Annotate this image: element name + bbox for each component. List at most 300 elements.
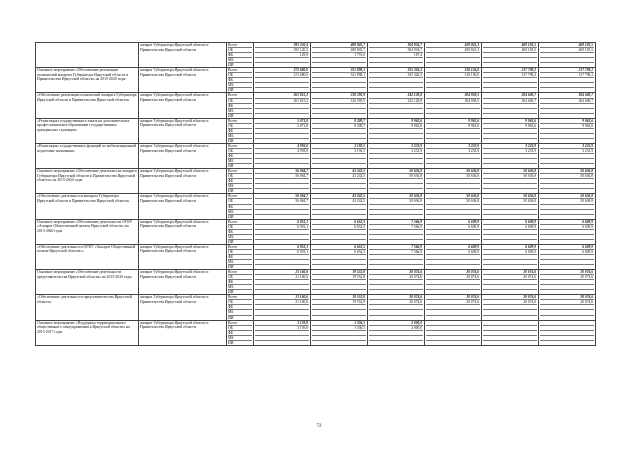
year-amount-column — [425, 43, 482, 68]
total-amount: 9 963,6 — [525, 118, 536, 123]
amount-value: 304 600,7 — [540, 98, 594, 103]
total-amount: 355 326,3 — [407, 68, 422, 73]
total-amount: 3 192,5 — [354, 143, 365, 148]
funding-source-column — [227, 295, 254, 320]
measure-name: «Реализация государственного заказа на дополнительное профессиональное образование государственных гражданских служащих» — [36, 118, 139, 143]
funding-source-label: ИИ — [228, 188, 252, 193]
funding-source-label: ИИ — [228, 264, 252, 269]
amount-value — [312, 289, 366, 294]
amount-value — [369, 188, 423, 193]
amount-value — [255, 289, 309, 294]
amount-value: 3 192,5 — [312, 148, 366, 153]
funding-source-label: МБ — [228, 335, 252, 340]
table-row — [36, 244, 596, 269]
amount-value: 6 652,5 — [312, 249, 366, 254]
amount-value — [426, 138, 480, 143]
executor-name: аппарат Губернатора Иркутской области и Правительства Иркутской области — [139, 169, 227, 194]
funding-source-column — [227, 118, 254, 143]
amount-value — [426, 340, 480, 345]
amount-value: 6 609,9 — [540, 224, 594, 229]
measure-name: Основное мероприятие «Поддержка территориального общественного самоуправления в Иркутской области» на 2015-2017 годы — [36, 320, 139, 345]
amount-value: 1 791,6 — [312, 52, 366, 57]
total-amount: 20 074,6 — [523, 270, 536, 275]
amount-value — [255, 62, 309, 67]
amount-value — [540, 62, 594, 67]
amount-value — [483, 62, 537, 67]
amount-value: 187,4 — [369, 52, 423, 57]
funding-source-label: МБ — [228, 133, 252, 138]
amount-value: 3 233,9 — [426, 148, 480, 153]
amount-value: 9 963,6 — [369, 123, 423, 128]
amount-value: 21 160,6 — [255, 274, 309, 279]
year-amount-column — [539, 43, 596, 68]
funding-source-label: ОБ — [228, 123, 252, 128]
year-amount-column — [482, 143, 539, 168]
measure-name — [36, 43, 139, 68]
total-amount: 318 156,0 — [464, 68, 479, 73]
amount-value — [369, 113, 423, 118]
total-amount: 21 160,6 — [295, 270, 308, 275]
amount-value: 56 064,7 — [255, 198, 309, 203]
amount-value — [540, 188, 594, 193]
amount-value — [483, 239, 537, 244]
amount-value: 6 609,9 — [483, 249, 537, 254]
funding-source-label: ИИ — [228, 315, 252, 320]
funding-source-label: МБ — [228, 57, 252, 62]
amount-value: 321 898,1 — [312, 72, 366, 77]
year-amount-column — [311, 93, 368, 118]
amount-value — [483, 188, 537, 193]
year-amount-column — [368, 194, 425, 219]
amount-value: 469 183,5 — [483, 47, 537, 52]
amount-value — [540, 289, 594, 294]
amount-value: 5 871,8 — [255, 123, 309, 128]
year-amount-column — [311, 194, 368, 219]
total-amount: 7 566,9 — [411, 219, 422, 224]
table-row — [36, 93, 596, 118]
amount-value: 310 395,9 — [312, 98, 366, 103]
funding-source-label: ФБ — [228, 279, 252, 284]
year-amount-column — [482, 219, 539, 244]
funding-source-label: Всего — [228, 320, 238, 325]
amount-value: 20 074,6 — [540, 299, 594, 304]
amount-value: 6 609,9 — [426, 224, 480, 229]
total-amount: 3 159,8 — [297, 320, 308, 325]
year-amount-column — [368, 143, 425, 168]
total-amount: 20 074,6 — [466, 295, 479, 300]
amount-value: 50 636,8 — [540, 198, 594, 203]
executor-name: аппарат Губернатора Иркутской области и Правительства Иркутской области — [139, 194, 227, 219]
funding-source-label: ФБ — [228, 229, 252, 234]
amount-value — [255, 315, 309, 320]
total-amount: 50 636,8 — [409, 194, 422, 199]
funding-source-label: МБ — [228, 209, 252, 214]
amount-value — [312, 340, 366, 345]
year-amount-column — [539, 169, 596, 194]
total-amount: 50 636,8 — [523, 194, 536, 199]
amount-value — [369, 289, 423, 294]
total-amount: 304 958,5 — [464, 93, 479, 98]
amount-value — [312, 163, 366, 168]
total-amount: 342 128,8 — [407, 93, 422, 98]
amount-value — [312, 239, 366, 244]
total-amount: 8 309,7 — [354, 118, 365, 123]
amount-value: 317 798,2 — [540, 72, 594, 77]
amount-value — [540, 340, 594, 345]
total-amount: 3 233,9 — [468, 143, 479, 148]
funding-source-label: Всего — [228, 194, 238, 199]
year-amount-column — [425, 320, 482, 345]
year-amount-column — [254, 43, 311, 68]
year-amount-column — [311, 43, 368, 68]
total-amount: 6 953,1 — [297, 244, 308, 249]
amount-value — [312, 113, 366, 118]
year-amount-column — [482, 43, 539, 68]
amount-value — [426, 188, 480, 193]
amount-value — [540, 239, 594, 244]
amount-value: 20 074,6 — [483, 274, 537, 279]
year-amount-column — [539, 68, 596, 93]
amount-value: 3 233,9 — [483, 148, 537, 153]
total-amount: 4 993,0 — [297, 143, 308, 148]
amount-value: 9 963,6 — [483, 123, 537, 128]
executor-name: аппарат Губернатора Иркутской области и Правительства Иркутской области — [139, 219, 227, 244]
amount-value: 261 815,2 — [255, 98, 309, 103]
table-row — [36, 194, 596, 219]
year-amount-column — [539, 295, 596, 320]
year-amount-column — [482, 68, 539, 93]
total-amount: 50 636,8 — [523, 169, 536, 174]
year-amount-column — [539, 219, 596, 244]
total-amount: 272 680,0 — [293, 68, 308, 73]
funding-source-column — [227, 194, 254, 219]
total-amount: 20 074,6 — [580, 295, 593, 300]
funding-source-label: ОБ — [228, 249, 252, 254]
year-amount-column — [539, 118, 596, 143]
year-amount-column — [254, 244, 311, 269]
year-amount-column — [368, 169, 425, 194]
measure-name: Основное мероприятие «Обеспечение деятельности аппарата Губернатора Иркутской области и Правительства Иркутской области» на 2015-2020 годы — [36, 169, 139, 194]
amount-value — [369, 138, 423, 143]
executor-name: аппарат Губернатора Иркутской области и Правительства Иркутской области — [139, 93, 227, 118]
funding-source-label: ОБ — [228, 198, 252, 203]
amount-value — [312, 264, 366, 269]
amount-value — [426, 239, 480, 244]
measure-name: «Обеспечение реализации полномочий аппарата Губернатора Иркутской области и Правительства Иркутской области» — [36, 93, 139, 118]
funding-source-label: МБ — [228, 234, 252, 239]
funding-source-label: ИИ — [228, 340, 252, 345]
funding-source-label: Всего — [228, 68, 238, 73]
amount-value: 9 963,6 — [426, 123, 480, 128]
amount-value — [483, 138, 537, 143]
funding-source-label: МБ — [228, 259, 252, 264]
total-amount: 469 183,5 — [521, 43, 536, 47]
year-amount-column — [425, 169, 482, 194]
amount-value: 469 183,5 — [540, 47, 594, 52]
funding-source-label: ФБ — [228, 153, 252, 158]
year-amount-column — [368, 244, 425, 269]
executor-name: аппарат Губернатора Иркутской области и Правительства Иркутской области — [139, 244, 227, 269]
total-amount: 9 963,6 — [411, 118, 422, 123]
amount-value — [255, 264, 309, 269]
measure-name: Основное мероприятие «Обеспечение деятельности ОГКУ «Аппарат Общественной палаты Иркутской области» на 2015-2020 годы — [36, 219, 139, 244]
amount-value: 19 552,8 — [312, 274, 366, 279]
amount-value — [369, 62, 423, 67]
funding-source-label: Всего — [228, 93, 238, 98]
total-amount: 56 064,7 — [295, 169, 308, 174]
funding-source-label: Всего — [228, 118, 238, 123]
funding-source-label: ИИ — [228, 138, 252, 143]
amount-value — [255, 138, 309, 143]
funding-source-label: ОБ — [228, 224, 252, 229]
total-amount: 20 074,6 — [409, 295, 422, 300]
amount-value: 9 963,6 — [540, 123, 594, 128]
amount-value — [483, 163, 537, 168]
amount-value: 6 652,5 — [312, 224, 366, 229]
amount-value — [255, 163, 309, 168]
funding-source-label: ИИ — [228, 214, 252, 219]
total-amount: 50 636,8 — [580, 169, 593, 174]
funding-source-label: Всего — [228, 270, 238, 275]
year-amount-column — [539, 320, 596, 345]
executor-name: аппарат Губернатора Иркутской области и Правительства Иркутской области — [139, 143, 227, 168]
year-amount-column — [368, 219, 425, 244]
amount-value: 3 233,9 — [369, 148, 423, 153]
amount-value: 3 233,9 — [540, 148, 594, 153]
table-row — [36, 68, 596, 93]
total-amount: 6 953,1 — [297, 219, 308, 224]
funding-source-label: ФБ — [228, 52, 252, 57]
amount-value: 488 845,7 — [312, 47, 366, 52]
total-amount: 3 233,9 — [411, 143, 422, 148]
amount-value — [369, 315, 423, 320]
amount-value: 7 566,9 — [369, 224, 423, 229]
amount-value: 1 336,5 — [312, 325, 366, 330]
year-amount-column — [311, 143, 368, 168]
year-amount-column — [254, 93, 311, 118]
table-row — [36, 43, 596, 68]
year-amount-column — [425, 143, 482, 168]
funding-source-label: МБ — [228, 158, 252, 163]
measure-name: «Обеспечение деятельности представительства Иркутской области» — [36, 295, 139, 320]
amount-value — [483, 87, 537, 92]
year-amount-column — [539, 194, 596, 219]
funding-source-label: Всего — [228, 43, 238, 47]
funding-source-label: ОБ — [228, 72, 252, 77]
executor-name: аппарат Губернатора Иркутской области и Правительства Иркутской области — [139, 320, 227, 345]
year-amount-column — [311, 68, 368, 93]
funding-source-label: ИИ — [228, 163, 252, 168]
total-amount: 395 250,4 — [293, 43, 308, 47]
total-amount: 6 652,5 — [354, 244, 365, 249]
amount-value: 2 000,0 — [369, 325, 423, 330]
funding-source-label: ОБ — [228, 98, 252, 103]
amount-value — [369, 214, 423, 219]
year-amount-column — [254, 295, 311, 320]
amount-value — [540, 113, 594, 118]
amount-value: 43 242,5 — [312, 173, 366, 178]
amount-value — [312, 315, 366, 320]
amount-value — [255, 214, 309, 219]
amount-value — [312, 62, 366, 67]
total-amount: 317 798,2 — [521, 68, 536, 73]
total-amount: 2 000,0 — [411, 320, 422, 325]
amount-value — [255, 113, 309, 118]
amount-value — [369, 87, 423, 92]
year-amount-column — [482, 244, 539, 269]
measure-name: Основное мероприятие «Обеспечение реализации полномочий аппарата Губернатора Иркутской области и Правительства Иркутской области» на 2015-2020 годы — [36, 68, 139, 93]
amount-value: 50 636,8 — [540, 173, 594, 178]
year-amount-column — [254, 143, 311, 168]
amount-value — [255, 188, 309, 193]
year-amount-column — [311, 244, 368, 269]
table-row — [36, 219, 596, 244]
funding-source-label: ОБ — [228, 47, 252, 52]
table-row — [36, 320, 596, 345]
year-amount-column — [482, 169, 539, 194]
total-amount: 6 609,9 — [468, 219, 479, 224]
amount-value — [426, 87, 480, 92]
year-amount-column — [425, 244, 482, 269]
year-amount-column — [368, 270, 425, 295]
amount-value: 3 159,8 — [255, 325, 309, 330]
funding-source-label: ФБ — [228, 204, 252, 209]
amount-value: 6 953,1 — [255, 249, 309, 254]
budget-table-body — [36, 43, 596, 346]
amount-value: 355 326,3 — [369, 72, 423, 77]
total-amount: 20 074,6 — [466, 270, 479, 275]
funding-source-label: ОБ — [228, 274, 252, 279]
amount-value — [369, 163, 423, 168]
total-amount: 1 336,5 — [354, 320, 365, 325]
page-number: 72 — [316, 424, 322, 429]
year-amount-column — [368, 93, 425, 118]
amount-value: 20 074,6 — [483, 299, 537, 304]
funding-source-label: Всего — [228, 169, 238, 174]
amount-value — [483, 340, 537, 345]
funding-source-label: ОБ — [228, 299, 252, 304]
funding-source-label: МБ — [228, 183, 252, 188]
total-amount: 6 609,9 — [468, 244, 479, 249]
year-amount-column — [254, 169, 311, 194]
year-amount-column — [425, 295, 482, 320]
year-amount-column — [482, 118, 539, 143]
amount-value — [426, 315, 480, 320]
year-amount-column — [254, 320, 311, 345]
amount-value — [483, 113, 537, 118]
amount-value: 6 609,9 — [426, 249, 480, 254]
amount-value: 20 074,6 — [369, 274, 423, 279]
funding-source-label: ФБ — [228, 254, 252, 259]
total-amount: 7 566,9 — [411, 244, 422, 249]
year-amount-column — [425, 93, 482, 118]
total-amount: 6 609,9 — [582, 244, 593, 249]
funding-source-label: МБ — [228, 82, 252, 87]
total-amount: 50 636,8 — [409, 169, 422, 174]
total-amount: 20 074,6 — [409, 270, 422, 275]
year-amount-column — [425, 118, 482, 143]
year-amount-column — [254, 194, 311, 219]
amount-value: 20 074,6 — [426, 299, 480, 304]
amount-value — [426, 163, 480, 168]
funding-source-label: ФБ — [228, 128, 252, 133]
total-amount: 5 871,8 — [297, 118, 308, 123]
total-amount: 43 242,5 — [352, 194, 365, 199]
funding-source-label: ФБ — [228, 103, 252, 108]
amount-value: 19 552,8 — [312, 299, 366, 304]
year-amount-column — [311, 169, 368, 194]
year-amount-column — [254, 118, 311, 143]
total-amount: 321 898,1 — [350, 68, 365, 73]
amount-value: 304 958,5 — [426, 98, 480, 103]
total-amount: 20 074,6 — [523, 295, 536, 300]
executor-name: аппарат Губернатора Иркутской области и Правительства Иркутской области — [139, 43, 227, 68]
year-amount-column — [311, 118, 368, 143]
amount-value — [426, 289, 480, 294]
year-amount-column — [425, 270, 482, 295]
amount-value — [483, 264, 537, 269]
amount-value — [312, 138, 366, 143]
year-amount-column — [311, 270, 368, 295]
amount-value — [540, 315, 594, 320]
total-amount: 488 845,7 — [350, 43, 365, 47]
measure-name: «Обеспечение деятельности аппарата Губернатора Иркутской области и Правительства Иркутской области» — [36, 194, 139, 219]
total-amount: 9 963,6 — [582, 118, 593, 123]
amount-value: 20 074,6 — [426, 274, 480, 279]
amount-value — [426, 264, 480, 269]
funding-source-label: ИИ — [228, 239, 252, 244]
amount-value: 6 609,9 — [540, 249, 594, 254]
funding-source-label: ФБ — [228, 304, 252, 309]
amount-value: 50 636,8 — [426, 173, 480, 178]
funding-source-label: ИИ — [228, 87, 252, 92]
year-amount-column — [539, 270, 596, 295]
year-amount-column — [254, 270, 311, 295]
funding-source-column — [227, 320, 254, 345]
total-amount: 21 160,6 — [295, 295, 308, 300]
funding-source-column — [227, 169, 254, 194]
amount-value — [255, 87, 309, 92]
funding-source-label: МБ — [228, 309, 252, 314]
year-amount-column — [425, 219, 482, 244]
amount-value — [255, 239, 309, 244]
amount-value: 318 156,0 — [426, 72, 480, 77]
year-amount-column — [311, 295, 368, 320]
amount-value — [426, 214, 480, 219]
amount-value: 50 636,8 — [369, 198, 423, 203]
year-amount-column — [482, 320, 539, 345]
executor-name: аппарат Губернатора Иркутской области и Правительства Иркутской области — [139, 68, 227, 93]
year-amount-column — [368, 43, 425, 68]
amount-value: 50 636,8 — [483, 173, 537, 178]
year-amount-column — [482, 295, 539, 320]
amount-value: 504 934,7 — [369, 47, 423, 52]
total-amount: 317 798,2 — [578, 68, 593, 73]
amount-value: 342 128,8 — [369, 98, 423, 103]
amount-value — [540, 264, 594, 269]
amount-value — [369, 340, 423, 345]
amount-value — [483, 289, 537, 294]
measure-name: «Реализация государственных функций по мобилизационной подготовке экономики» — [36, 143, 139, 168]
amount-value: 272 680,0 — [255, 72, 309, 77]
amount-value: 56 064,7 — [255, 173, 309, 178]
funding-source-label: ФБ — [228, 178, 252, 183]
amount-value — [540, 214, 594, 219]
total-amount: 3 233,9 — [525, 143, 536, 148]
measure-name: «Обеспечение деятельности ОГКУ «Аппарат Общественной палаты Иркутской области»» — [36, 244, 139, 269]
total-amount: 469 183,5 — [578, 43, 593, 47]
funding-source-label: ОБ — [228, 173, 252, 178]
